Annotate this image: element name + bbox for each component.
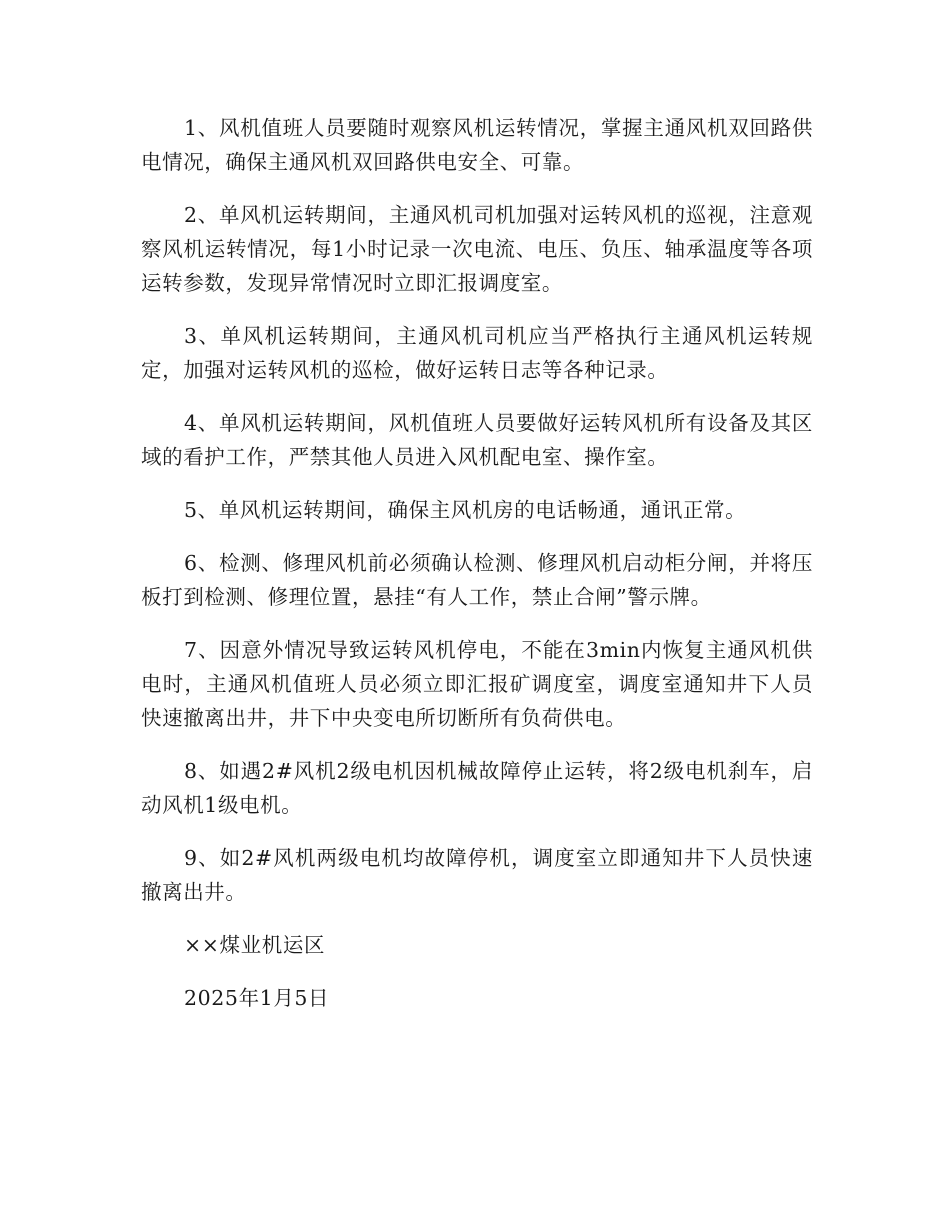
signature-date: 2025年1月5日 xyxy=(184,986,330,1010)
paragraph-7: 7、因意外情况导致运转风机停电，不能在3min内恢复主通风机供电时，主通风机值班人员必须立即汇报矿调度室，调度室通知井下人员快速撤离出井，井下中央变电所切断所有负荷供电。 xyxy=(141,638,813,730)
paragraph-9: 9、如2#风机两级电机均故障停机，调度室立即通知井下人员快速撤离出井。 xyxy=(141,846,813,904)
paragraph-2: 2、单风机运转期间，主通风机司机加强对运转风机的巡视，注意观察风机运转情况，每1小时记录一次电流、电压、负压、轴承温度等各项运转参数，发现异常情况时立即汇报调度室。 xyxy=(141,203,813,295)
paragraph-1: 1、风机值班人员要随时观察风机运转情况，掌握主通风机双回路供电情况，确保主通风机双回路供电安全、可靠。 xyxy=(141,116,813,174)
document-body xyxy=(141,111,813,1034)
paragraph-8: 8、如遇2#风机2级电机因机械故障停止运转，将2级电机刹车，启动风机1级电机。 xyxy=(141,759,813,817)
paragraph-5: 5、单风机运转期间，确保主风机房的电话畅通，通讯正常。 xyxy=(184,498,747,522)
paragraph-6: 6、检测、修理风机前必须确认检测、修理风机启动柜分闸，并将压板打到检测、修理位置，悬挂“有人工作，禁止合闸”警示牌。 xyxy=(141,551,813,609)
paragraph-4: 4、单风机运转期间，风机值班人员要做好运转风机所有设备及其区域的看护工作，严禁其他人员进入风机配电室、操作室。 xyxy=(141,411,813,469)
signature-organization: ××煤业机运区 xyxy=(184,933,326,957)
paragraph-3: 3、单风机运转期间，主通风机司机应当严格执行主通风机运转规定，加强对运转风机的巡检，做好运转日志等各种记录。 xyxy=(141,324,813,382)
